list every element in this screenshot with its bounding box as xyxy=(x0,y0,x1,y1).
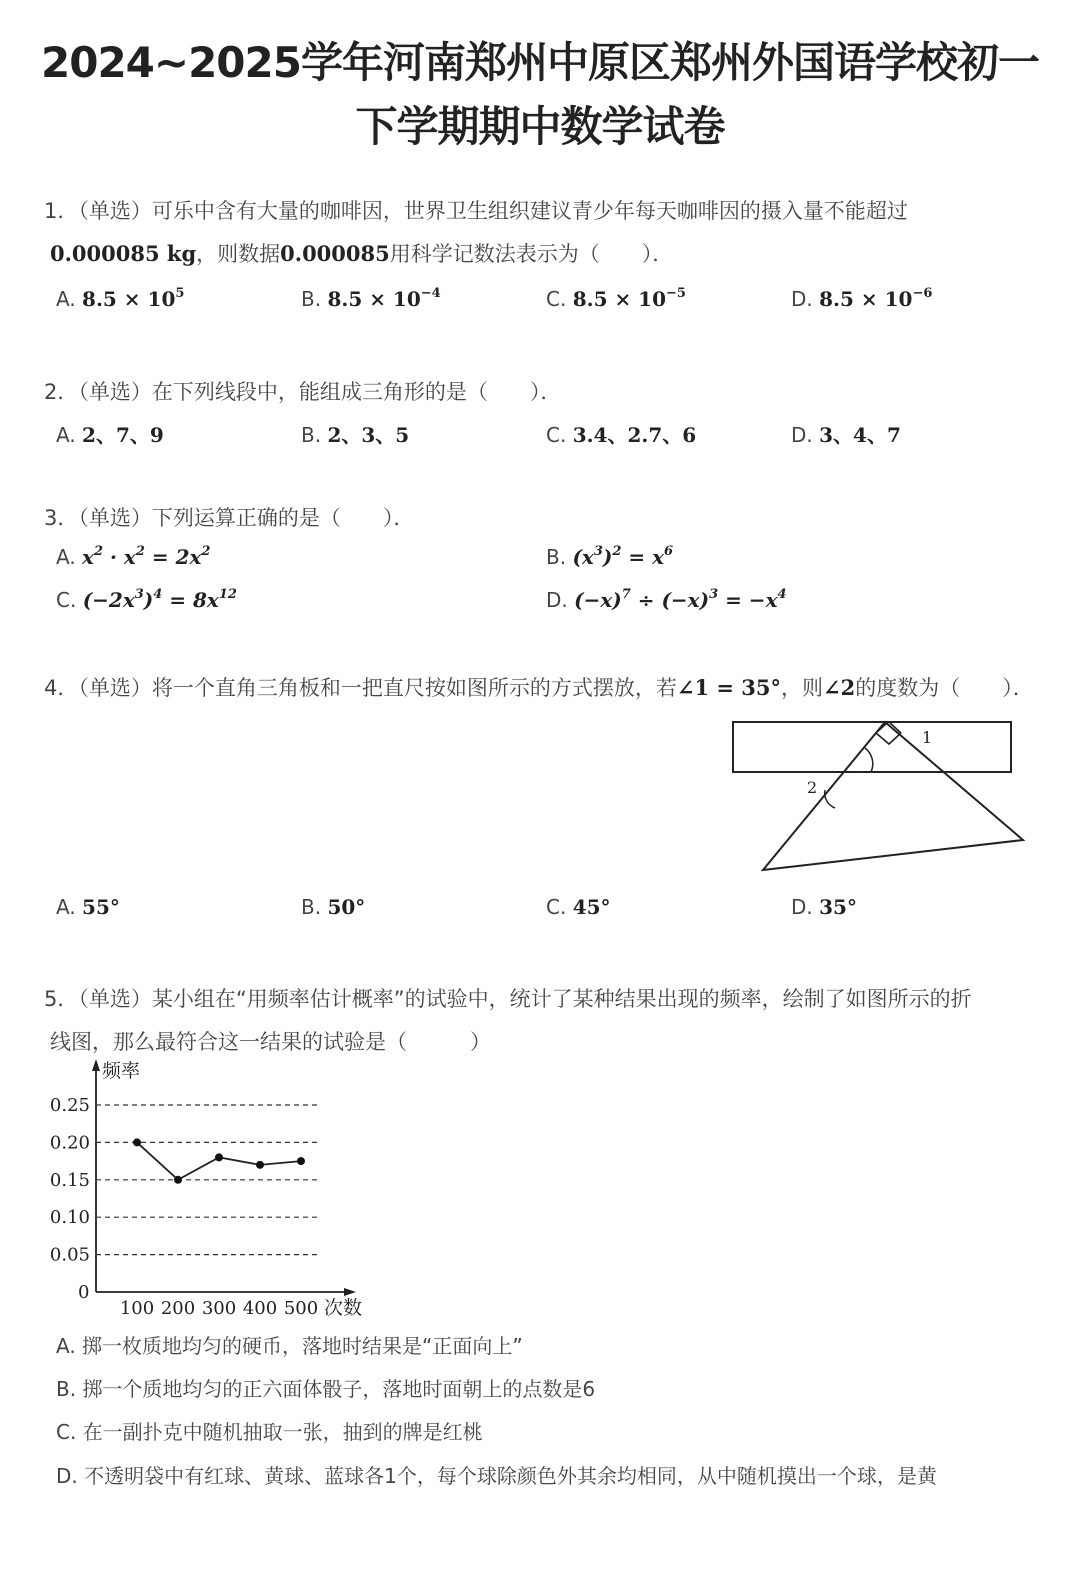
option-c[interactable] xyxy=(56,1416,483,1445)
question-text: 的度数为（ ）． xyxy=(855,676,1034,700)
triangle xyxy=(763,722,1023,870)
option-math: $(-x)^7 \div (-x)^3 = -x^4$ xyxy=(574,587,787,612)
option-text: 掷一枚质地均匀的硬币，落地时结果是“正面向上” xyxy=(82,1334,523,1358)
option-math: 35° xyxy=(819,895,857,919)
option-a[interactable] xyxy=(56,287,184,311)
page-title-line2: 下学期期中数学试卷 xyxy=(355,102,725,151)
ruler xyxy=(733,722,1011,772)
option-math: 8.5 × 10 xyxy=(327,287,421,311)
page-title-line1: 2024~2025学年河南郑州中原区郑州外国语学校初一 xyxy=(41,38,1039,87)
option-c[interactable] xyxy=(546,895,611,919)
question-text: 某小组在“用频率估计概率”的试验中，统计了某种结果出现的频率，绘制了如图所示的折 xyxy=(151,987,972,1011)
math-angle: ∠2 xyxy=(823,675,856,700)
question-text: 可乐中含有大量的咖啡因，世界卫生组织建议青少年每天咖啡因的摄入量不能超过 xyxy=(151,199,908,223)
option-letter: C. xyxy=(56,1420,77,1444)
chart-x-tick-labels xyxy=(120,1298,318,1319)
option-math: $(x^3)^2 = x^6$ xyxy=(572,544,674,569)
question-number: 5． xyxy=(44,987,79,1011)
y-tick-label: 0.10 xyxy=(49,1207,90,1229)
option-letter: A. xyxy=(56,895,76,919)
option-letter: B. xyxy=(301,287,322,311)
option-text: 在一副扑克中随机抽取一张，抽到的牌是红桃 xyxy=(82,1420,483,1444)
angle-arc-1 xyxy=(865,748,873,772)
ruler-triangle-figure xyxy=(725,712,1030,877)
chart-x-axis-label: 次数 xyxy=(324,1297,363,1319)
y-tick-label: 0.25 xyxy=(49,1095,90,1116)
option-a[interactable] xyxy=(56,419,164,448)
option-math: 3、4、7 xyxy=(819,423,901,447)
chart-y-axis-label: 频率 xyxy=(102,1060,141,1082)
question-5-stem xyxy=(44,983,972,1013)
option-math: 8.5 × 10 xyxy=(82,287,176,311)
option-letter: B. xyxy=(56,1377,77,1401)
option-b[interactable] xyxy=(301,419,409,448)
option-b[interactable] xyxy=(301,287,441,311)
right-angle-marker-edge xyxy=(876,722,888,733)
question-text: 在下列线段中，能组成三角形的是（ ）． xyxy=(151,380,562,404)
option-c[interactable] xyxy=(546,287,686,311)
option-letter: C. xyxy=(546,895,567,919)
question-type: （单选） xyxy=(78,676,152,700)
question-number: 1． xyxy=(44,199,79,223)
math-value: 0.000085 xyxy=(280,241,390,266)
option-letter: C. xyxy=(546,423,567,447)
chart-origin-label: 0 xyxy=(78,1282,90,1303)
option-a[interactable] xyxy=(56,1330,523,1359)
question-type: （单选） xyxy=(78,506,152,530)
label-angle-1: 1 xyxy=(922,728,933,747)
option-d[interactable] xyxy=(791,895,857,919)
question-1-stem-line2 xyxy=(50,238,673,268)
label-angle-2: 2 xyxy=(807,778,818,797)
option-text: 不透明袋中有红球、黄球、蓝球各1个，每个球除颜色外其余均相同，从中随机摸出一个球，是黄 xyxy=(84,1464,937,1488)
y-axis-arrow xyxy=(92,1059,100,1071)
option-c[interactable] xyxy=(546,419,696,448)
option-exponent: 5 xyxy=(175,286,185,301)
x-axis-arrow xyxy=(344,1288,356,1296)
frequency-line-chart xyxy=(40,1055,385,1325)
option-letter: C. xyxy=(56,588,77,612)
chart-series xyxy=(133,1138,305,1183)
chart-gridlines xyxy=(96,1105,318,1255)
y-tick-label: 0.15 xyxy=(49,1169,90,1191)
option-math: 3.4、2.7、6 xyxy=(572,423,697,447)
option-letter: D. xyxy=(791,287,813,311)
question-text: ，则数据 xyxy=(196,242,281,266)
question-number: 4． xyxy=(44,676,79,700)
option-a[interactable] xyxy=(56,895,120,919)
option-letter: A. xyxy=(56,545,76,569)
option-d[interactable] xyxy=(546,588,787,612)
question-4-stem xyxy=(44,672,1034,702)
x-tick-label: 400 xyxy=(242,1298,278,1319)
question-type: （单选） xyxy=(78,987,152,1011)
question-2-stem xyxy=(44,376,561,406)
option-exponent: −5 xyxy=(666,286,686,301)
question-text: ，则 xyxy=(781,676,824,700)
math-angle: ∠1 = 35° xyxy=(676,675,782,700)
data-point xyxy=(174,1176,182,1184)
question-text: 将一个直角三角板和一把直尺按如图所示的方式摆放，若 xyxy=(151,676,677,700)
option-math: 8.5 × 10 xyxy=(819,287,913,311)
option-math: 2、3、5 xyxy=(327,423,410,447)
option-b[interactable] xyxy=(56,1373,595,1402)
x-tick-label: 200 xyxy=(160,1298,196,1319)
chart-axes xyxy=(92,1059,356,1296)
option-letter: C. xyxy=(546,287,567,311)
option-d[interactable] xyxy=(791,287,932,311)
option-math: 50° xyxy=(327,895,366,919)
question-type: （单选） xyxy=(78,380,152,404)
question-text: 下列运算正确的是（ ）． xyxy=(151,506,415,530)
data-point xyxy=(133,1138,141,1146)
option-d[interactable] xyxy=(56,1460,937,1489)
option-letter: D. xyxy=(791,895,813,919)
option-letter: A. xyxy=(56,423,76,447)
option-letter: D. xyxy=(791,423,813,447)
y-tick-label: 0.05 xyxy=(49,1244,90,1266)
option-d[interactable] xyxy=(791,419,901,448)
chart-y-tick-labels xyxy=(50,1095,90,1266)
question-number: 3． xyxy=(44,506,79,530)
option-exponent: −6 xyxy=(912,286,933,301)
option-math: $(-2x^3)^4 = 8x^{12}$ xyxy=(82,587,237,612)
option-letter: B. xyxy=(301,895,322,919)
question-3-stem xyxy=(44,502,414,532)
x-tick-label: 500 xyxy=(283,1298,319,1319)
option-b[interactable] xyxy=(546,545,673,569)
option-math: 2、7、9 xyxy=(82,423,164,447)
option-math: 45° xyxy=(572,895,611,919)
question-number: 2． xyxy=(44,380,79,404)
option-a[interactable] xyxy=(56,545,210,569)
question-1-stem xyxy=(44,195,908,225)
option-letter: B. xyxy=(546,545,567,569)
option-exponent: −4 xyxy=(420,286,441,301)
option-letter: A. xyxy=(56,1334,76,1358)
y-tick-label: 0.20 xyxy=(49,1132,90,1154)
right-angle-marker xyxy=(876,733,901,744)
question-type: （单选） xyxy=(78,199,152,223)
option-c[interactable] xyxy=(56,588,237,612)
option-letter: D. xyxy=(56,1464,78,1488)
option-letter: D. xyxy=(546,588,568,612)
option-letter: A. xyxy=(56,287,76,311)
math-value: 0.000085 kg xyxy=(50,241,197,266)
option-math: 55° xyxy=(82,895,120,919)
option-b[interactable] xyxy=(301,895,365,919)
x-tick-label: 100 xyxy=(119,1298,155,1319)
data-point xyxy=(215,1153,223,1161)
option-text: 掷一个质地均匀的正六面体骰子，落地时面朝上的点数是6 xyxy=(82,1377,596,1401)
option-math: $x^2 \cdot x^2 = 2x^2$ xyxy=(82,544,211,569)
question-5-stem-line2: 线图，那么最符合这一结果的试验是（ ） xyxy=(50,1030,491,1054)
option-math: 8.5 × 10 xyxy=(572,287,666,311)
data-point xyxy=(256,1161,264,1169)
data-point xyxy=(297,1157,305,1165)
option-letter: B. xyxy=(301,423,322,447)
x-tick-label: 300 xyxy=(201,1298,237,1319)
question-text: 用科学记数法表示为（ ）． xyxy=(389,242,674,266)
